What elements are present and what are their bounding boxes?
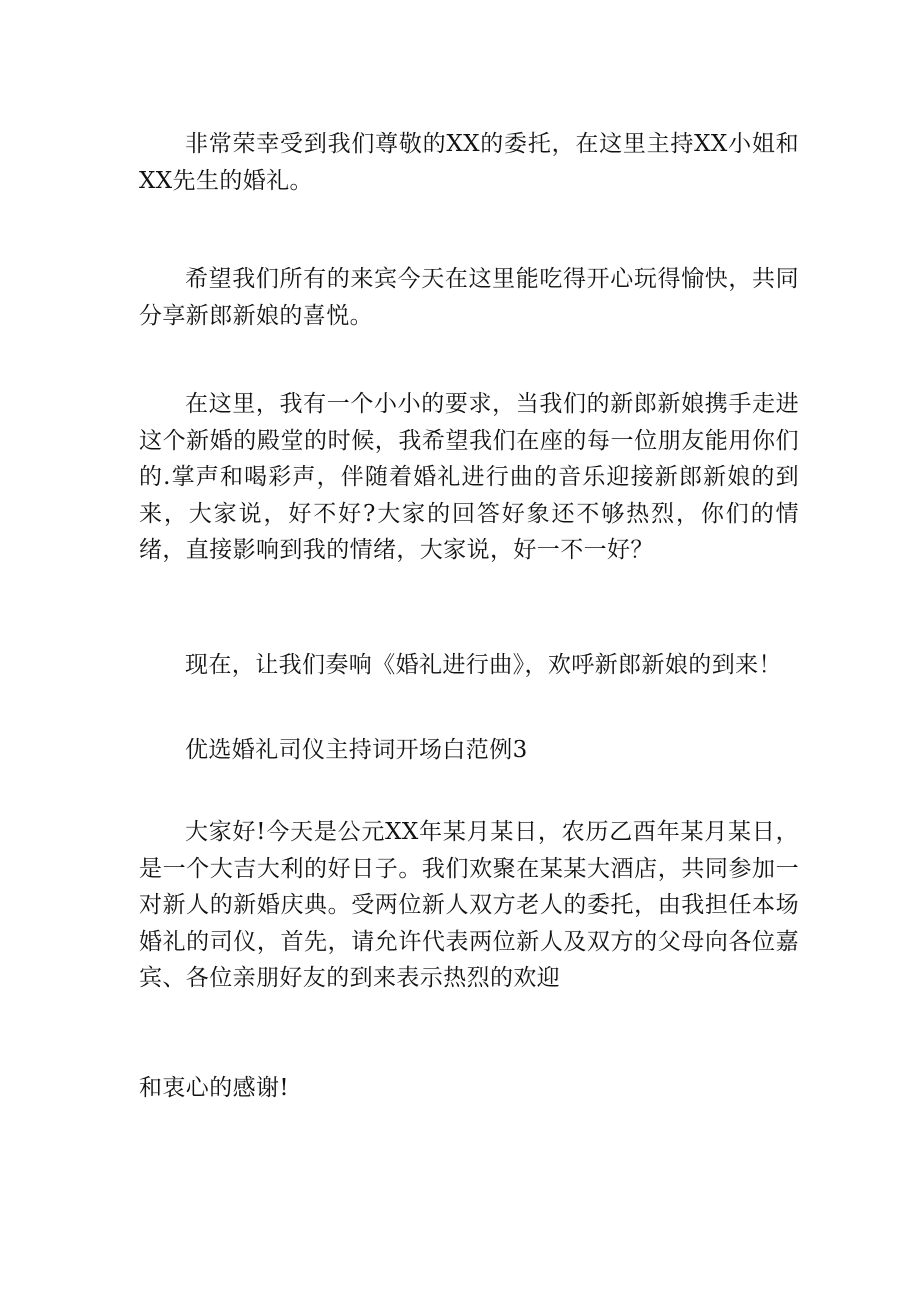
paragraph-closing-thanks: 和衷心的感谢!: [139, 1075, 290, 1101]
paragraph-guest-wishes: 希望我们所有的来宾今天在这里能吃得开心玩得愉快，共同分享新郎新娘的喜悦。: [139, 266, 799, 329]
section-heading-example-3: 优选婚礼司仪主持词开场白范例3: [185, 737, 528, 763]
paragraph-wedding-march: 现在，让我们奏响《婚礼进行曲》，欢呼新郎新娘的到来！: [185, 652, 782, 678]
paragraph-entrusted-host: 非常荣幸受到我们尊敬的XX的委托，在这里主持XX小姐和XX先生的婚礼。: [139, 131, 799, 194]
paragraph-opening-greeting: 大家好!今天是公元XX年某月某日，农历乙酉年某月某日，是一个大吉大利的好日子。我们欢聚在某某大酒店，共同参加一对新人的新婚庆典。受两位新人双方老人的委托，由我担任本场婚礼的司仪，首先，请允许代表两位新人及双方的父母向各位嘉宾、各位亲朋好友的到来表示热烈的欢迎: [139, 819, 799, 991]
paragraph-applause-request: 在这里，我有一个小小的要求，当我们的新郎新娘携手走进这个新婚的殿堂的时候，我希望我们在座的每一位朋友能用你们的.掌声和喝彩声，伴随着婚礼进行曲的音乐迎接新郎新娘的到来，大家说，好不好?大家的回答好象还不够热烈，你们的情绪，直接影响到我的情绪，大家说，好一不一好？: [139, 391, 799, 563]
